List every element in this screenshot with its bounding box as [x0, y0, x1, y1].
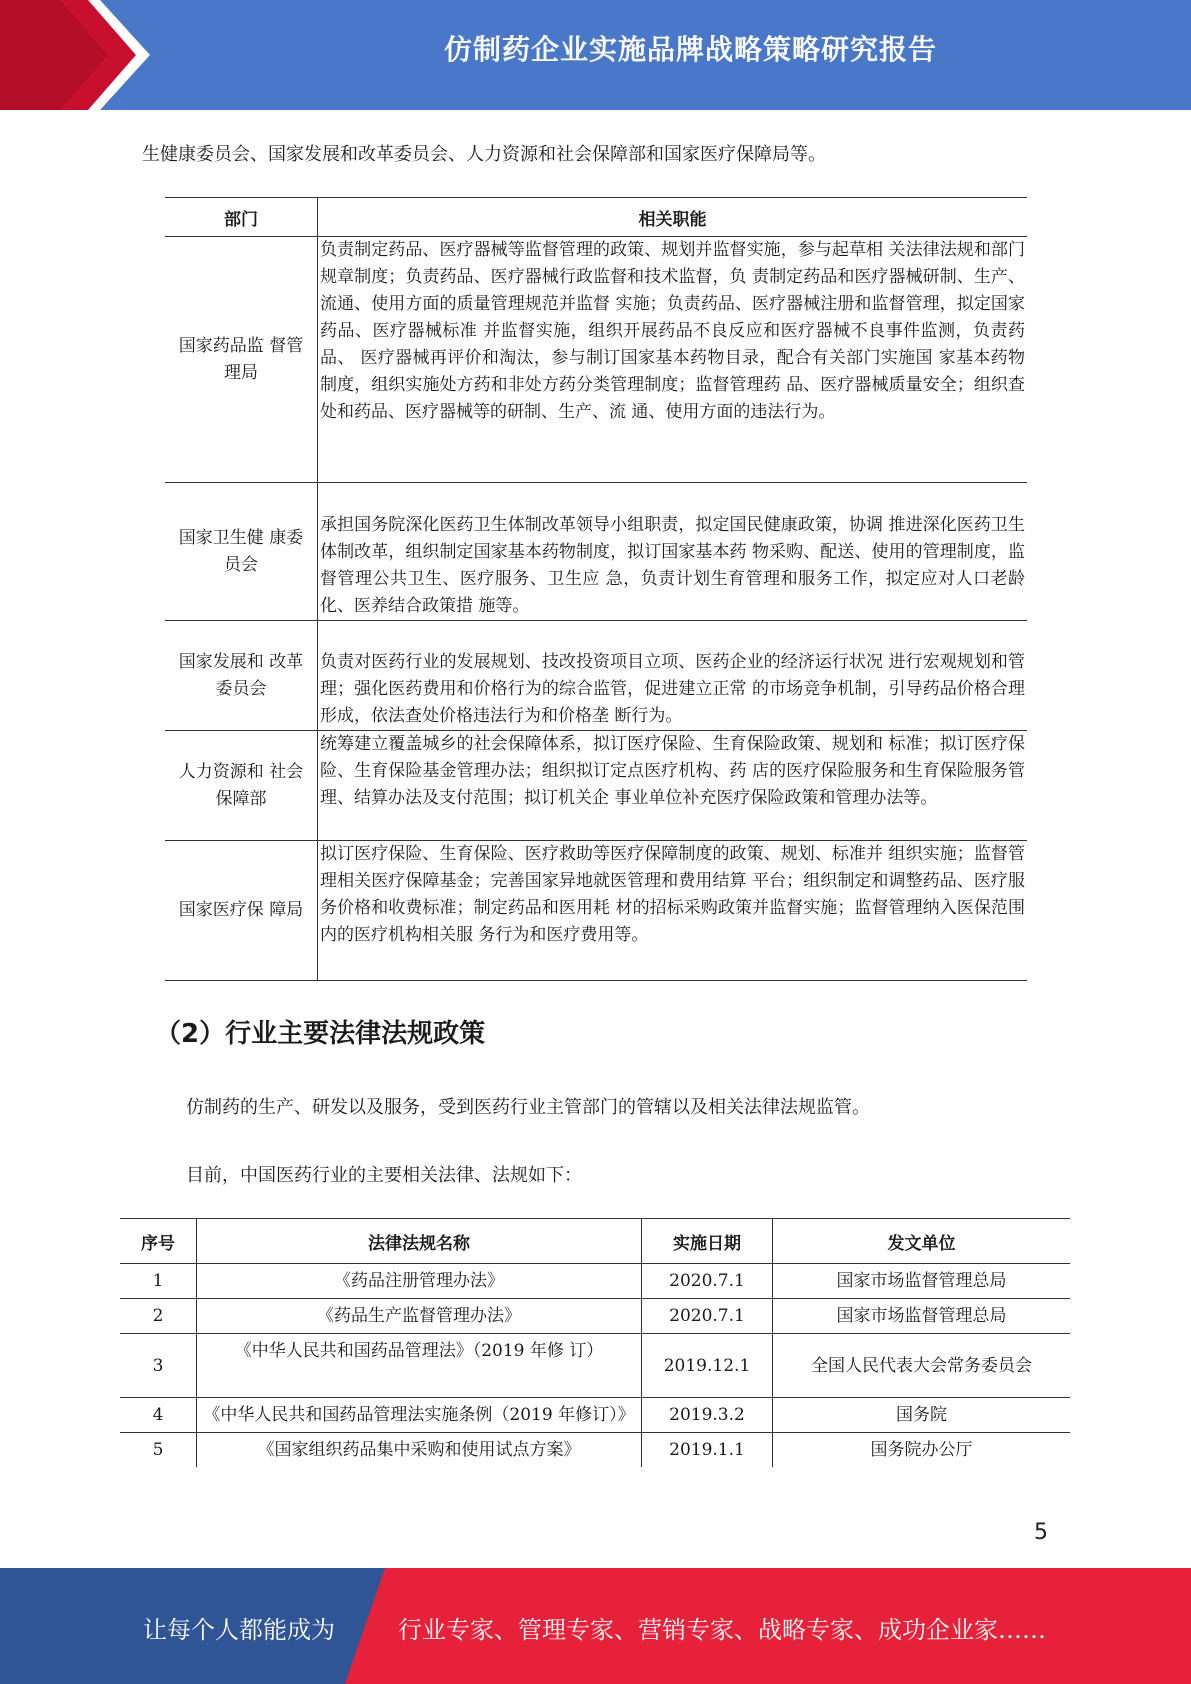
footer-slogan-left: 让每个人都能成为 — [143, 1616, 335, 1644]
table-row — [120, 1398, 1070, 1433]
department-cell: 国家药品监 督管理局 — [165, 237, 318, 483]
duties-cell: 负责制定药品、医疗器械等监督管理的政策、规划并监督实施，参与起草相 关法律法规和部门规章制度；负责药品、医疗器械行政监督和技术监督，负 责制定药品和医疗器械研制、生产、流通、使用方面的质量管理规范并监督 实施；负责药品、医疗器械注册和监督管理，拟定国家药品、医疗器械标准 并监督实施，组织开展药品不良反应和医疗器械不良事件监测，负责药品、 医疗器械再评价和淘汰，参与制订国家基本药物目录，配合有关部门实施国 家基本药物制度，组织实施处方药和非处方药分类管理制度；监督管理药 品、医疗器械质量安全；组织查处和药品、医疗器械等的研制、生产、流 通、使用方面的违法行为。 — [318, 237, 1028, 483]
issuer: 国家市场监督管理总局 — [773, 1264, 1071, 1299]
table-row — [120, 1334, 1070, 1398]
row-number: 3 — [120, 1334, 197, 1398]
section-heading: （2）行业主要法律法规政策 — [155, 1019, 486, 1049]
effective-date: 2019.12.1 — [642, 1334, 773, 1398]
header-title: 仿制药企业实施品牌战略策略研究报告 — [443, 33, 937, 66]
intro-text: 生健康委员会、国家发展和改革委员会、人力资源和社会保障部和国家医疗保障局等。 — [142, 144, 826, 165]
department-cell: 人力资源和 社会保障部 — [165, 731, 318, 841]
duties-cell: 拟订医疗保险、生育保险、医疗救助等医疗保障制度的政策、规划、标准并 组织实施；监督管理相关医疗保障基金；完善国家异地就医管理和费用结算 平台；组织制定和调整药品、医疗服务价格和收费标准；制定药品和医用耗 材的招标采购政策并监督实施；监督管理纳入医保范围内的医疗机构相关服 务行为和医疗费用等。 — [318, 841, 1028, 981]
effective-date: 2020.7.1 — [642, 1264, 773, 1299]
page-number: 5 — [1034, 1520, 1048, 1545]
regulation-name: 《药品生产监督管理办法》 — [197, 1299, 642, 1334]
table-row — [165, 841, 1027, 981]
regulation-name: 《中华人民共和国药品管理法实施条例（2019 年修订）》 — [197, 1398, 642, 1433]
regulation-name: 《药品注册管理办法》 — [197, 1264, 642, 1299]
duties-cell: 负责对医药行业的发展规划、技改投资项目立项、医药企业的经济运行状况 进行宏观规划和管理；强化医药费用和价格行为的综合监管，促进建立正常 的市场竞争机制，引导药品价格合理形成，依法查处价格违法行为和价格垄 断行为。 — [318, 621, 1028, 731]
issuer: 国务院 — [773, 1398, 1071, 1433]
department-cell: 国家卫生健 康委员会 — [165, 483, 318, 621]
column-header-date: 实施日期 — [642, 1219, 773, 1264]
page-footer — [0, 1568, 1191, 1684]
issuer: 国家市场监督管理总局 — [773, 1299, 1071, 1334]
row-number: 1 — [120, 1264, 197, 1299]
body-paragraph: 仿制药的生产、研发以及服务，受到医药行业主管部门的管辖以及相关法律法规监管。 — [186, 1097, 870, 1118]
table-row — [120, 1433, 1070, 1468]
column-header-duties: 相关职能 — [318, 198, 1028, 237]
row-number: 2 — [120, 1299, 197, 1334]
table-row — [120, 1299, 1070, 1334]
page-header — [0, 0, 1191, 110]
effective-date: 2019.3.2 — [642, 1398, 773, 1433]
issuer: 国务院办公厅 — [773, 1433, 1071, 1468]
regulation-name: 《中华人民共和国药品管理法》（2019 年修 订） — [197, 1334, 642, 1398]
row-number: 5 — [152, 1440, 164, 1460]
column-header-name: 法律法规名称 — [197, 1219, 642, 1264]
duties-cell: 承担国务院深化医药卫生体制改革领导小组职责，拟定国民健康政策，协调 推进深化医药卫生体制改革，组织制定国家基本药物制度，拟订国家基本药 物采购、配送、使用的管理制度，监督管理公共卫生、医疗服务、卫生应 急，负责计划生育管理和服务工作，拟定应对人口老龄化、医养结合政策措 施等。 — [318, 483, 1028, 621]
department-duties-table — [165, 197, 1027, 981]
column-header-number: 序号 — [120, 1219, 197, 1264]
footer-slogan-right: 行业专家、管理专家、营销专家、战略专家、成功企业家…… — [398, 1616, 1046, 1644]
department-cell: 国家发展和 改革委员会 — [165, 621, 318, 731]
regulation-name: 《国家组织药品集中采购和使用试点方案》 — [197, 1433, 642, 1468]
column-header-issuer: 发文单位 — [773, 1219, 1071, 1264]
duties-cell: 统筹建立覆盖城乡的社会保障体系，拟订医疗保险、生育保险政策、规划和 标准；拟订医疗保险、生育保险基金管理办法；组织拟订定点医疗机构、药 店的医疗保险服务和生育保险服务管理、结算办法及支付范围；拟订机关企 事业单位补充医疗保险政策和管理办法等。 — [318, 731, 1028, 841]
body-paragraph: 目前，中国医药行业的主要相关法律、法规如下： — [186, 1165, 582, 1186]
table-row — [165, 621, 1027, 731]
table-header-row — [120, 1219, 1070, 1264]
row-number: 4 — [120, 1398, 197, 1433]
regulations-table — [120, 1218, 1070, 1467]
table-row — [165, 237, 1027, 483]
column-header-department: 部门 — [165, 198, 318, 237]
table-row — [165, 731, 1027, 841]
table-row — [120, 1264, 1070, 1299]
table-header-row — [165, 198, 1027, 237]
effective-date: 2019.1.1 — [642, 1433, 773, 1468]
department-cell: 国家医疗保 障局 — [165, 841, 318, 981]
effective-date: 2020.7.1 — [642, 1299, 773, 1334]
table-row — [165, 483, 1027, 621]
issuer: 全国人民代表大会常务委员会 — [773, 1334, 1071, 1398]
